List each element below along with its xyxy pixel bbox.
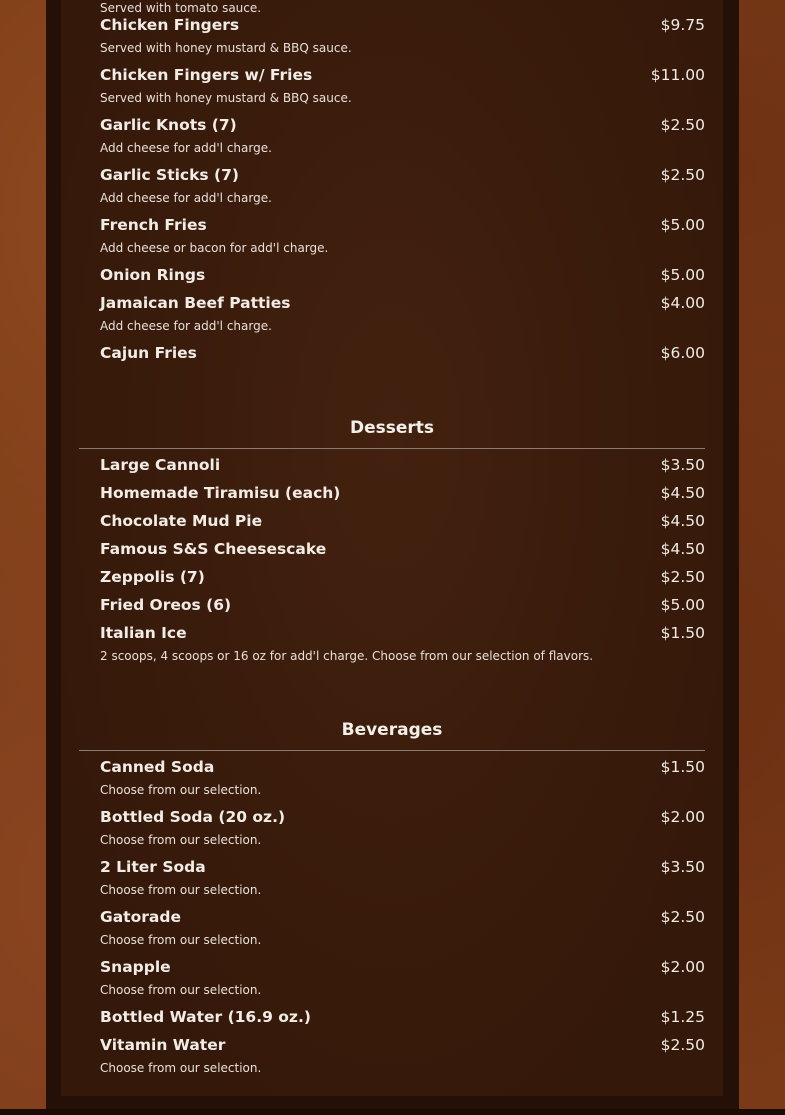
menu-item-name: Cajun Fries: [100, 344, 197, 362]
menu-item-name: Onion Rings: [100, 266, 206, 284]
menu-item-name: Italian Ice: [100, 624, 187, 642]
menu-item-name: French Fries: [100, 216, 207, 234]
menu-item-name: Vitamin Water: [100, 1036, 226, 1054]
menu-item-desc: Served with honey mustard & BBQ sauce.: [100, 91, 352, 105]
menu-item-price: $3.50: [660, 456, 705, 474]
menu-item-price: $4.50: [660, 512, 705, 530]
menu-item-name: Large Cannoli: [100, 456, 221, 474]
menu-item-name: Garlic Knots (7): [100, 116, 237, 134]
menu-item-price: $1.50: [660, 624, 705, 642]
menu-item-name: Homemade Tiramisu (each): [100, 484, 341, 502]
menu-item-price: $2.50: [660, 166, 705, 184]
menu-item-name: Chicken Fingers: [100, 16, 240, 34]
menu-item-desc: Served with tomato sauce.: [100, 1, 262, 15]
section-divider: [79, 448, 705, 449]
menu-item-desc: Add cheese for add'l charge.: [100, 319, 272, 333]
menu-item-name: Canned Soda: [100, 758, 215, 776]
menu-item-name: Gatorade: [100, 908, 181, 926]
menu-item-price: $6.00: [660, 344, 705, 362]
menu-item-price: $2.50: [660, 908, 705, 926]
menu-item-name: Snapple: [100, 958, 171, 976]
menu-item-desc: Served with honey mustard & BBQ sauce.: [100, 41, 352, 55]
menu-item-price: $2.00: [660, 958, 705, 976]
section-title-desserts: Desserts: [349, 418, 435, 438]
menu-item-desc: Choose from our selection.: [100, 983, 262, 997]
menu-item-price: $11.00: [650, 66, 705, 84]
menu-item-price: $5.00: [660, 266, 705, 284]
menu-item-name: Jamaican Beef Patties: [100, 294, 291, 312]
menu-item-price: $2.50: [660, 116, 705, 134]
menu-item-desc: Add cheese for add'l charge.: [100, 191, 272, 205]
menu-item-price: $4.00: [660, 294, 705, 312]
menu-item-price: $5.00: [660, 216, 705, 234]
menu-item-price: $2.50: [660, 568, 705, 586]
menu-item-price: $9.75: [660, 16, 705, 34]
menu-item-desc: Add cheese for add'l charge.: [100, 141, 272, 155]
menu-item-desc: Choose from our selection.: [100, 1061, 262, 1075]
menu-item-name: 2 Liter Soda: [100, 858, 206, 876]
menu-item-name: Zeppolis (7): [100, 568, 205, 586]
menu-item-desc: Add cheese or bacon for add'l charge.: [100, 241, 329, 255]
menu-item-desc: 2 scoops, 4 scoops or 16 oz for add'l charge. Choose from our selection of flavors.: [100, 649, 594, 663]
menu-item-desc: Choose from our selection.: [100, 883, 262, 897]
menu-item-desc: Choose from our selection.: [100, 783, 262, 797]
menu-item-price: $5.00: [660, 596, 705, 614]
menu-item-price: $4.50: [660, 484, 705, 502]
menu-item-price: $2.00: [660, 808, 705, 826]
menu-item-price: $3.50: [660, 858, 705, 876]
menu-item-price: $1.50: [660, 758, 705, 776]
menu-item-price: $1.25: [660, 1008, 705, 1026]
menu-item-name: Bottled Water (16.9 oz.): [100, 1008, 311, 1026]
menu-item-name: Bottled Soda (20 oz.): [100, 808, 286, 826]
menu-item-name: Fried Oreos (6): [100, 596, 232, 614]
section-title-beverages: Beverages: [341, 720, 443, 740]
section-divider: [79, 750, 705, 751]
menu-item-name: Garlic Sticks (7): [100, 166, 239, 184]
menu-item-name: Famous S&S Cheesescake: [100, 540, 327, 558]
menu-item-price: $2.50: [660, 1036, 705, 1054]
menu-item-name: Chicken Fingers w/ Fries: [100, 66, 313, 84]
page-bottom-band: [0, 1109, 785, 1115]
menu-item-desc: Choose from our selection.: [100, 933, 262, 947]
menu-item-name: Chocolate Mud Pie: [100, 512, 263, 530]
menu-item-price: $4.50: [660, 540, 705, 558]
menu-item-desc: Choose from our selection.: [100, 833, 262, 847]
